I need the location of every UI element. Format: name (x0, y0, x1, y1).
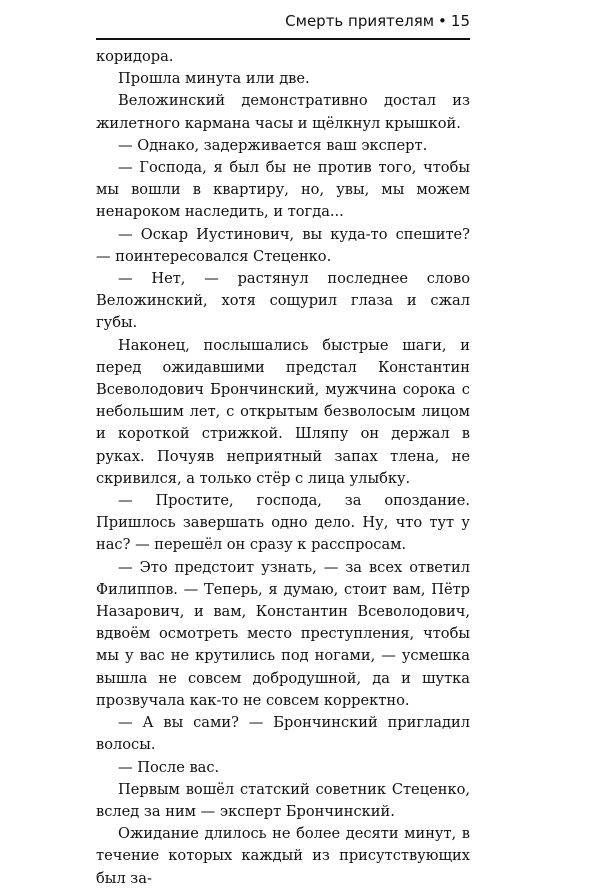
body-text (96, 46, 470, 890)
running-head-title: Смерть приятелям (285, 12, 435, 30)
paragraph: Наконец, послышались быстрые шаги, и перед ожидавшими предстал Константин Всеволодович Брончинский, мужчина сорока с небольшим лет, с открытым безволосым лицом и короткой стрижкой. Шляпу он держал в руках. Почуяв неприятный запах тлена, не скривился, а только стёр с лица улыбку. (96, 336, 470, 487)
page-number: 15 (450, 12, 470, 30)
paragraph: Веложинский демонстративно достал из жилетного кармана часы и щёлкнул крышкой. (96, 92, 470, 132)
paragraph: Прошла минута или две. (118, 70, 310, 88)
paragraph: — Простите, господа, за опоздание. Пришлось завершать одно дело. Ну, что тут у нас? — перешёл он сразу к расспросам. (96, 492, 470, 554)
paragraph: — Господа, я был бы не против того, чтобы мы вошли в квартиру, но, увы, мы можем ненароком наследить, и тогда... (96, 159, 470, 221)
paragraph: — После вас. (118, 758, 220, 776)
header-rule (96, 38, 470, 40)
paragraph: — Оскар Иустинович, вы куда-то спешите? — поинтересовался Стеценко. (96, 225, 470, 265)
paragraph: Первым вошёл статский советник Стеценко, вслед за ним — эксперт Брончинский. (96, 780, 470, 820)
paragraph: — А вы сами? — Брончинский пригладил волосы. (96, 714, 470, 754)
running-head (285, 12, 470, 30)
paragraph: Ожидание длилось не более десяти минут, в течение которых каждый из присутствующих был за- (96, 825, 470, 887)
running-head-separator: • (438, 12, 447, 30)
paragraph: — Однако, задерживается ваш эксперт. (118, 136, 428, 154)
paragraph: коридора. (96, 48, 174, 65)
paragraph: — Это предстоит узнать, — за всех ответил Филиппов. — Теперь, я думаю, стоит вам, Пётр Назарович, и вам, Константин Всеволодович, вдвоём осмотреть место преступления, чтобы мы у вас не крутились под ногами, — усмешка вышла не совсем добродушной, да и шутка прозвучала как-то не совсем корректно. (96, 558, 470, 709)
paragraph: — Нет, — растянул последнее слово Веложинский, хотя сощурил глаза и сжал губы. (96, 270, 470, 332)
